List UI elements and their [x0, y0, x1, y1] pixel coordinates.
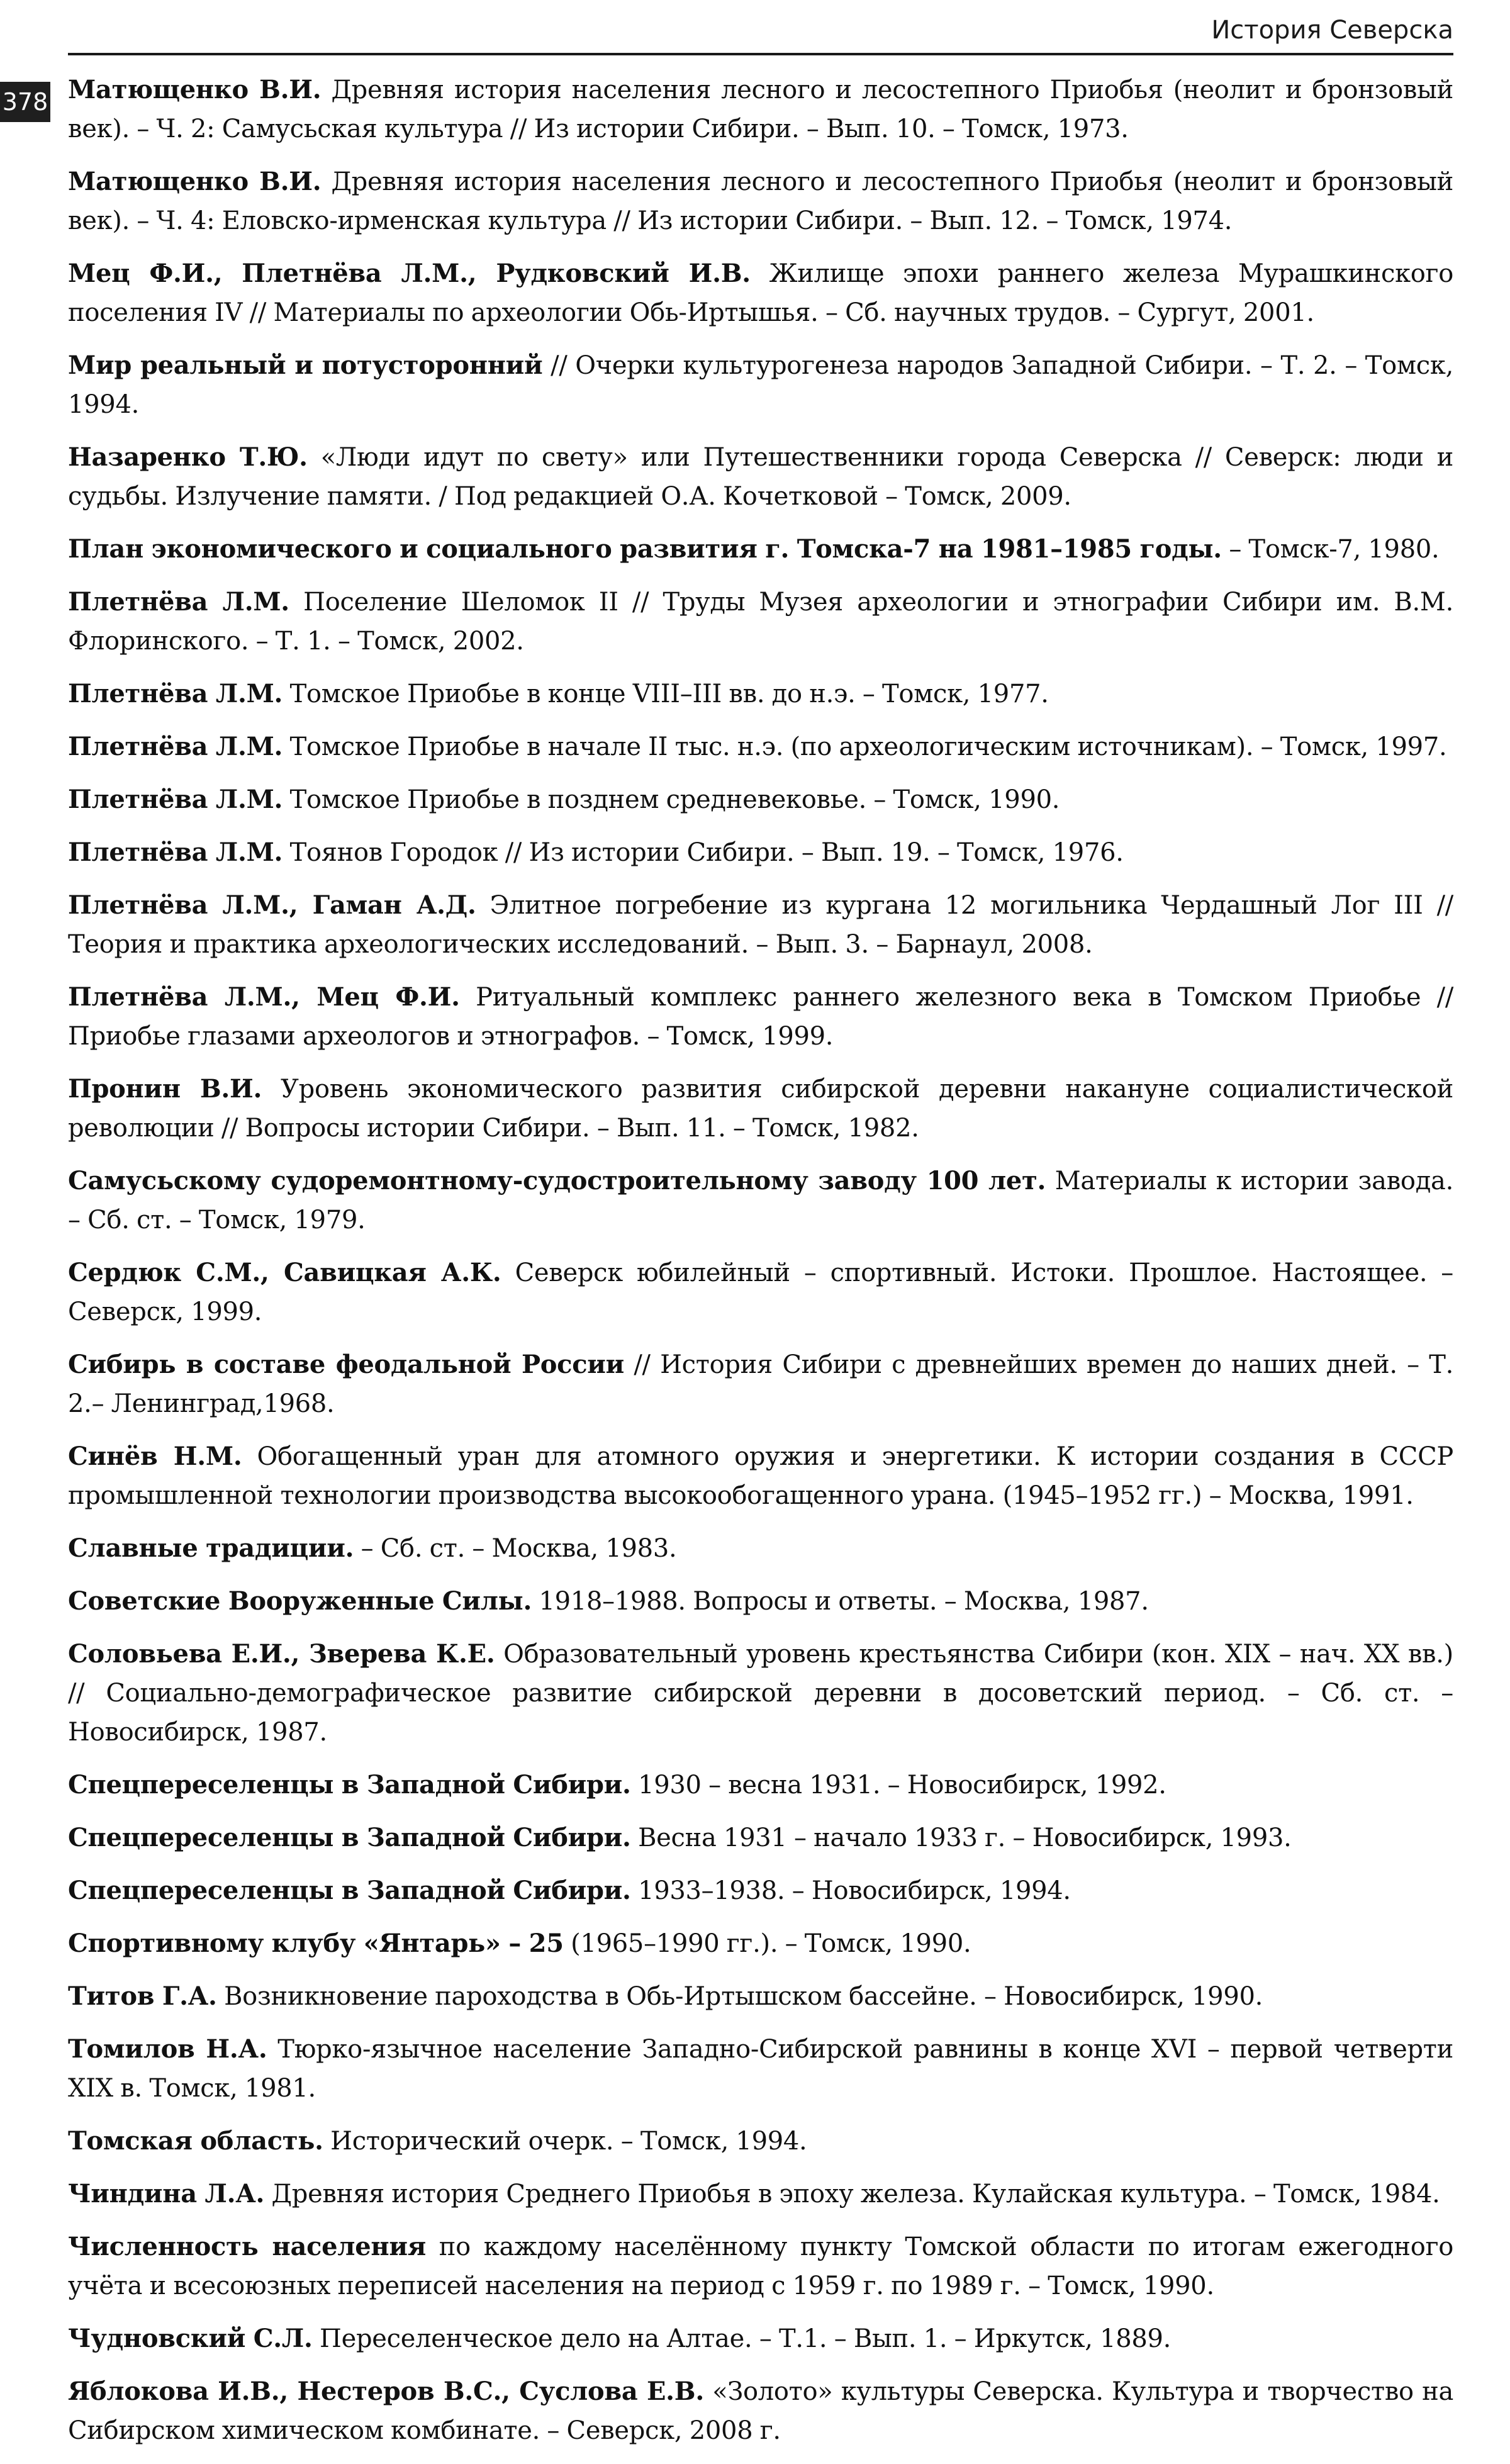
entry-author: Спецпереселенцы в Западной Сибири. — [68, 1770, 631, 1800]
bibliography-entry — [68, 1871, 1453, 1910]
running-header: История Северска — [1211, 16, 1453, 45]
bibliography-entry — [68, 886, 1453, 964]
bibliography-entry — [68, 1437, 1453, 1515]
bibliography-entry — [68, 1977, 1453, 2016]
entry-text: Томское Приобье в позднем средневековье. – Томск, 1990. — [282, 785, 1060, 814]
entry-author: Матющенко В.И. — [68, 167, 322, 196]
bibliography-entry — [68, 2030, 1453, 2108]
entry-author: Плетнёва Л.М. — [68, 837, 283, 867]
entry-text: 1918–1988. Вопросы и ответы. – Москва, 1987. — [532, 1587, 1149, 1616]
bibliography-entry — [68, 1345, 1453, 1423]
entry-author: Томская область. — [68, 2126, 323, 2156]
entry-author: Плетнёва Л.М., Гаман А.Д. — [68, 890, 476, 920]
entry-author: Чиндина Л.А. — [68, 2179, 265, 2209]
entry-text: Жилище эпохи раннего железа Мурашкинского поселения IV // Материалы по археологии Обь-Иртышья. – Сб. научных трудов. – Сургут, 2001. — [68, 259, 1453, 327]
entry-text: Древняя история населения лесного и лесостепного Приобья (неолит и бронзовый век). – Ч. 2: Самусьская культура // Из истории Сибири. – Вып. 10. – Томск, 1973. — [68, 76, 1454, 143]
bibliography-entry — [68, 1582, 1453, 1621]
entry-text: // История Сибири с древнейших времен до наших дней. – Т. 2.– Ленинград,1968. — [68, 1350, 1453, 1418]
bibliography-entry — [68, 780, 1453, 819]
entry-author: Плетнёва Л.М. — [68, 785, 283, 814]
bibliography-entry — [68, 2319, 1453, 2358]
bibliography-entry — [68, 2175, 1453, 2214]
entry-text: 1930 – весна 1931. – Новосибирск, 1992. — [630, 1771, 1166, 1800]
entry-author: Численность населения — [68, 2232, 426, 2261]
entry-author: Плетнёва Л.М. — [68, 587, 289, 617]
entry-author: Томилов Н.А. — [68, 2034, 267, 2064]
entry-author: Славные традиции. — [68, 1533, 354, 1563]
entry-author: Титов Г.А. — [68, 1981, 217, 2011]
entry-author: Самусьскому судоремонтному-судостроительному заводу 100 лет. — [68, 1166, 1046, 1196]
bibliography-entry — [68, 530, 1453, 569]
bibliography-entry — [68, 833, 1453, 872]
entry-author: Мец Ф.И., Плетнёва Л.М., Рудковский И.В. — [68, 259, 751, 288]
bibliography-entry — [68, 346, 1453, 424]
entry-author: Спецпереселенцы в Западной Сибири. — [68, 1823, 631, 1852]
entry-text: Исторический очерк. – Томск, 1994. — [323, 2127, 807, 2156]
bibliography-entry — [68, 675, 1453, 714]
bibliography-entry — [68, 583, 1453, 661]
entry-author: Плетнёва Л.М., Мец Ф.И. — [68, 982, 460, 1012]
entry-text: Образовательный уровень крестьянства Сибири (кон. XIX – нач. XX вв.) // Социально-демографическое развитие сибирской деревни в досоветский период. – Сб. ст. – Новосибирск, 1987. — [68, 1640, 1453, 1747]
entry-author: Спецпереселенцы в Западной Сибири. — [68, 1876, 631, 1905]
entry-author: Яблокова И.В., Нестеров В.С., Суслова Е.В. — [68, 2377, 704, 2406]
header-rule — [68, 53, 1453, 55]
entry-text: Ритуальный комплекс раннего железного века в Томском Приобье // Приобье глазами археологов и этнографов. – Томск, 1999. — [68, 983, 1453, 1051]
entry-text: (1965–1990 гг.). – Томск, 1990. — [563, 1929, 971, 1958]
entry-text: «Золото» культуры Северска. Культура и творчество на Сибирском химическом комбинате. – Северск, 2008 г. — [68, 2377, 1453, 2445]
entry-text: Томское Приобье в конце VIII–III вв. до н.э. – Томск, 1977. — [282, 680, 1049, 708]
bibliography-entry — [68, 978, 1453, 1056]
entry-author: Сибирь в составе феодальной России — [68, 1350, 624, 1379]
bibliography-entry — [68, 1529, 1453, 1568]
entry-text: Материалы к истории завода. – Сб. ст. – Томск, 1979. — [68, 1167, 1453, 1235]
bibliography-entry — [68, 1818, 1453, 1857]
entry-text: Древняя история Среднего Приобья в эпоху железа. Кулайская культура. – Томск, 1984. — [264, 2180, 1440, 2209]
bibliography-entry — [68, 1070, 1453, 1148]
page-number: 378 — [0, 82, 50, 122]
entry-author: Матющенко В.И. — [68, 75, 322, 104]
bibliography-entry — [68, 1766, 1453, 1805]
entry-text: Весна 1931 – начало 1933 г. – Новосибирск, 1993. — [630, 1823, 1292, 1852]
entry-text: Переселенческое дело на Алтае. – Т.1. – Вып. 1. – Иркутск, 1889. — [312, 2324, 1172, 2353]
entry-author: Соловьева Е.И., Зверева К.Е. — [68, 1639, 495, 1669]
entry-author: Синёв Н.М. — [68, 1442, 242, 1471]
entry-text: Уровень экономического развития сибирской деревни накануне социалистической революции // Вопросы истории Сибири. – Вып. 11. – Томск, 1982. — [68, 1075, 1453, 1143]
entry-text: – Томск-7, 1980. — [1221, 535, 1440, 564]
entry-text: Элитное погребение из кургана 12 могильника Чердашный Лог III // Теория и практика археологических исследований. – Вып. 3. – Барнаул, 2008. — [68, 891, 1453, 959]
bibliography-entry — [68, 2122, 1453, 2161]
bibliography-list — [68, 70, 1453, 2464]
entry-author: Мир реальный и потусторонний — [68, 350, 543, 380]
entry-text: по каждому населённому пункту Томской области по итогам ежегодного учёта и всесоюзных переписей населения на период с 1959 г. по 1989 г. – Томск, 1990. — [68, 2232, 1454, 2300]
bibliography-entry — [68, 2372, 1453, 2450]
entry-author: Плетнёва Л.М. — [68, 679, 283, 708]
entry-author: Плетнёва Л.М. — [68, 732, 283, 761]
bibliography-entry — [68, 1253, 1453, 1331]
bibliography-entry — [68, 1924, 1453, 1963]
entry-author: План экономического и социального развития г. Томска-7 на 1981–1985 годы. — [68, 534, 1222, 564]
bibliography-entry — [68, 1162, 1453, 1240]
entry-text: Тюрко-язычное население Западно-Сибирской равнины в конце XVI – первой четверти XIX в. Томск, 1981. — [68, 2035, 1453, 2103]
entry-author: Пронин В.И. — [68, 1074, 262, 1104]
entry-author: Советские Вооруженные Силы. — [68, 1586, 532, 1616]
bibliography-entry — [68, 1635, 1453, 1752]
bibliography-entry — [68, 2227, 1453, 2305]
entry-text: «Люди идут по свету» или Путешественники города Северска // Северск: люди и судьбы. Излучение памяти. / Под редакцией О.А. Кочетковой – Томск, 2009. — [68, 443, 1453, 511]
entry-text: Возникновение пароходства в Обь-Иртышском бассейне. – Новосибирск, 1990. — [216, 1982, 1263, 2011]
bibliography-entry — [68, 727, 1453, 766]
entry-text: Томское Приобье в начале II тыс. н.э. (по археологическим источникам). – Томск, 1997. — [282, 732, 1447, 761]
entry-text: Обогащенный уран для атомного оружия и энергетики. К истории создания в СССР промышленной технологии производства высокообогащенного урана. (1945–1952 гг.) – Москва, 1991. — [68, 1442, 1453, 1510]
entry-text: Тоянов Городок // Из истории Сибири. – Вып. 19. – Томск, 1976. — [282, 838, 1124, 867]
entry-author: Чудновский С.Л. — [68, 2324, 313, 2353]
entry-text: 1933–1938. – Новосибирск, 1994. — [630, 1876, 1071, 1905]
entry-text: // Очерки культурогенеза народов Западной Сибири. – Т. 2. – Томск, 1994. — [68, 351, 1453, 419]
entry-author: Сердюк С.М., Савицкая А.К. — [68, 1258, 501, 1287]
entry-text: – Сб. ст. – Москва, 1983. — [354, 1534, 677, 1563]
entry-author: Назаренко Т.Ю. — [68, 442, 308, 472]
bibliography-entry — [68, 254, 1453, 332]
bibliography-entry — [68, 70, 1453, 148]
entry-author: Спортивному клубу «Янтарь» – 25 — [68, 1929, 564, 1958]
entry-text: Древняя история населения лесного и лесостепного Приобья (неолит и бронзовый век). – Ч. 4: Еловско-ирменская культура // Из истории Сибири. – Вып. 12. – Томск, 1974. — [68, 167, 1454, 235]
entry-text: Северск юбилейный – спортивный. Истоки. Прошлое. Настоящее. – Северск, 1999. — [68, 1258, 1453, 1326]
entry-text: Поселение Шеломок II // Труды Музея археологии и этнографии Сибири им. В.М. Флоринского. – Т. 1. – Томск, 2002. — [68, 588, 1453, 656]
bibliography-entry — [68, 162, 1453, 240]
bibliography-entry — [68, 438, 1453, 516]
